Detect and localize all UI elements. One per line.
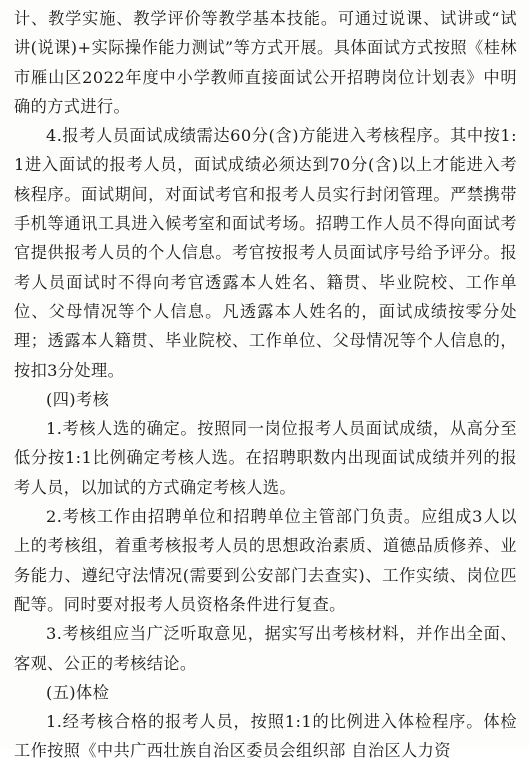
paragraph-interview-method: 计、教学实施、教学评价等教学基本技能。可通过说课、试讲或“试讲(说课)+实际操作能力测试”等方式开展。具体面试方式按照《桂林市雁山区2022年度中小学教师直接面试公开招聘岗位计划表》中明确的方式进行。 bbox=[14, 9, 517, 116]
paragraph-assessment-conclusion: 3.考核组应当广泛听取意见，据实写出考核材料，并作出全面、客观、公正的考核结论。 bbox=[14, 624, 517, 673]
section-heading-assessment: (四)考核 bbox=[46, 389, 110, 409]
paragraph-physical-exam: 1.经考核合格的报考人员，按照1:1的比例进入体检程序。体检工作按照《中共广西壮族自治区委员会组织部 自治区人力资 bbox=[14, 712, 517, 761]
paragraph-assessment-team: 2.考核工作由招聘单位和招聘单位主管部门负责。应组成3人以上的考核组，着重考核报考人员的思想政治素质、道德品质修养、业务能力、遵纪守法情况(需要到公安部门去查实)、工作实绩、岗位匹配等。同时要对报考人员资格条件进行复查。 bbox=[14, 507, 517, 614]
paragraph-assessment-candidates: 1.考核人选的确定。按照同一岗位报考人员面试成绩，从高分至低分按1:1比例确定考核人选。在招聘职数内出现面试成绩并列的报考人员，以加试的方式确定考核人选。 bbox=[14, 419, 517, 497]
paragraph-interview-score-rules: 4.报考人员面试成绩需达60分(含)方能进入考核程序。其中按1:1进入面试的报考人员，面试成绩必须达到70分(含)以上才能进入考核程序。面试期间，对面试考官和报考人员实行封闭管理。严禁携带手机等通讯工具进入候考室和面试考场。招聘工作人员不得向面试考官提供报考人员的个人信息。考官按报考人员面试序号给予评分。报考人员面试时不得向考官透露本人姓名、籍贯、毕业院校、工作单位、父母情况等个人信息。凡透露本人姓名的，面试成绩按零分处理；透露本人籍贯、毕业院校、工作单位、父母情况等个人信息的，按扣3分处理。 bbox=[14, 126, 517, 380]
section-heading-physical-exam: (五)体检 bbox=[46, 682, 110, 702]
document-body bbox=[14, 4, 517, 766]
